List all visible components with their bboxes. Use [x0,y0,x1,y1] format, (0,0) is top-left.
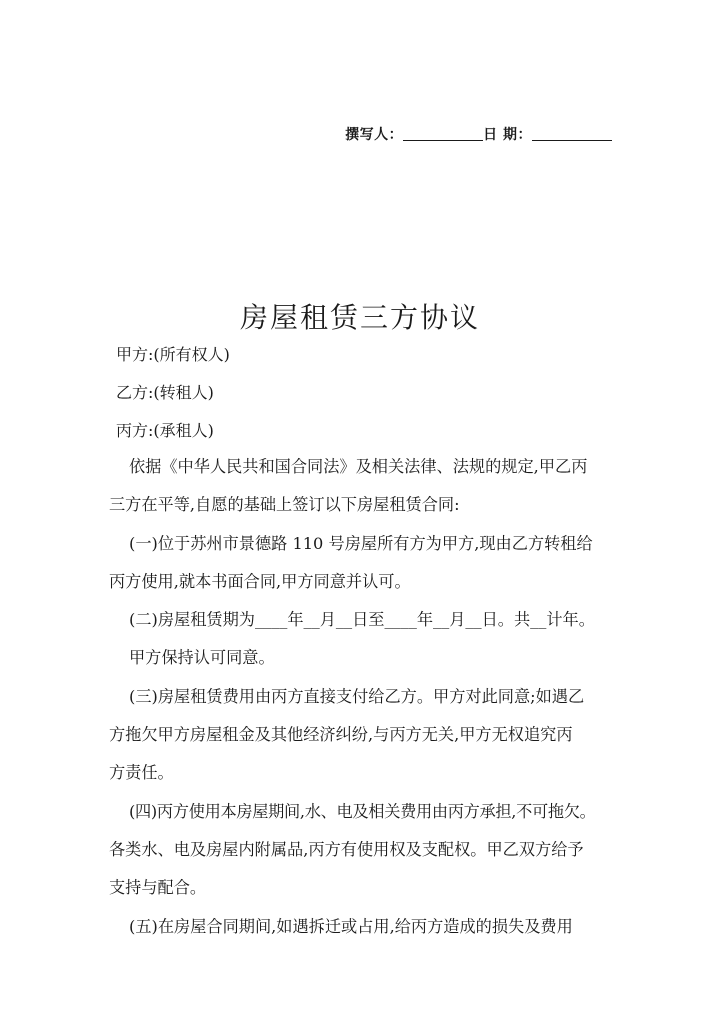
clause-2-line-1: (二)房屋租赁期为____年__月__日至____年__月__日。共__计年。 [129,610,595,630]
clause-4-line-2: 各类水、电及房屋内附属品,丙方有使用权及支配权。甲乙双方给予 [109,839,584,859]
writer-blank-field [403,126,483,141]
clause-2-line-2: 甲方保持认可同意。 [129,648,275,668]
body-line-2: 三方在平等,自愿的基础上签订以下房屋租赁合同: [109,495,460,515]
date-blank-field [532,126,612,141]
date-label: 日 期： [483,127,532,143]
clause-1-line-1: (一)位于苏州市景德路 110 号房屋所有方为甲方,现由乙方转租给 [129,533,593,553]
writer-label: 撰写人： [345,127,404,143]
party-a-line: 甲方:(所有权人) [116,345,230,364]
clause-5-line-1: (五)在房屋合同期间,如遇拆迁或占用,给丙方造成的损失及费用 [129,916,573,936]
clause-3-line-3: 方责任。 [109,763,174,783]
header-signature-line [345,124,612,144]
clause-4-line-3: 支持与配合。 [109,878,207,898]
party-b-line: 乙方:(转租人) [116,383,214,402]
document-title: 房屋租赁三方协议 [239,301,480,334]
party-c-line: 丙方:(承租人) [116,421,214,440]
clause-3-line-2: 方拖欠甲方房屋租金及其他经济纠纷,与丙方无关,甲方无权追究丙 [109,725,573,745]
clause-1-line-2: 丙方使用,就本书面合同,甲方同意并认可。 [109,571,411,591]
clause-3-line-1: (三)房屋租赁费用由丙方直接支付给乙方。甲方对此同意;如遇乙 [129,686,585,706]
clause-4-line-1: (四)丙方使用本房屋期间,水、电及相关费用由丙方承担,不可拖欠。 [129,801,596,821]
body-line-1: 依据《中华人民共和国合同法》及相关法律、法规的规定,甲乙丙 [129,457,588,476]
agreement-body [109,448,614,946]
